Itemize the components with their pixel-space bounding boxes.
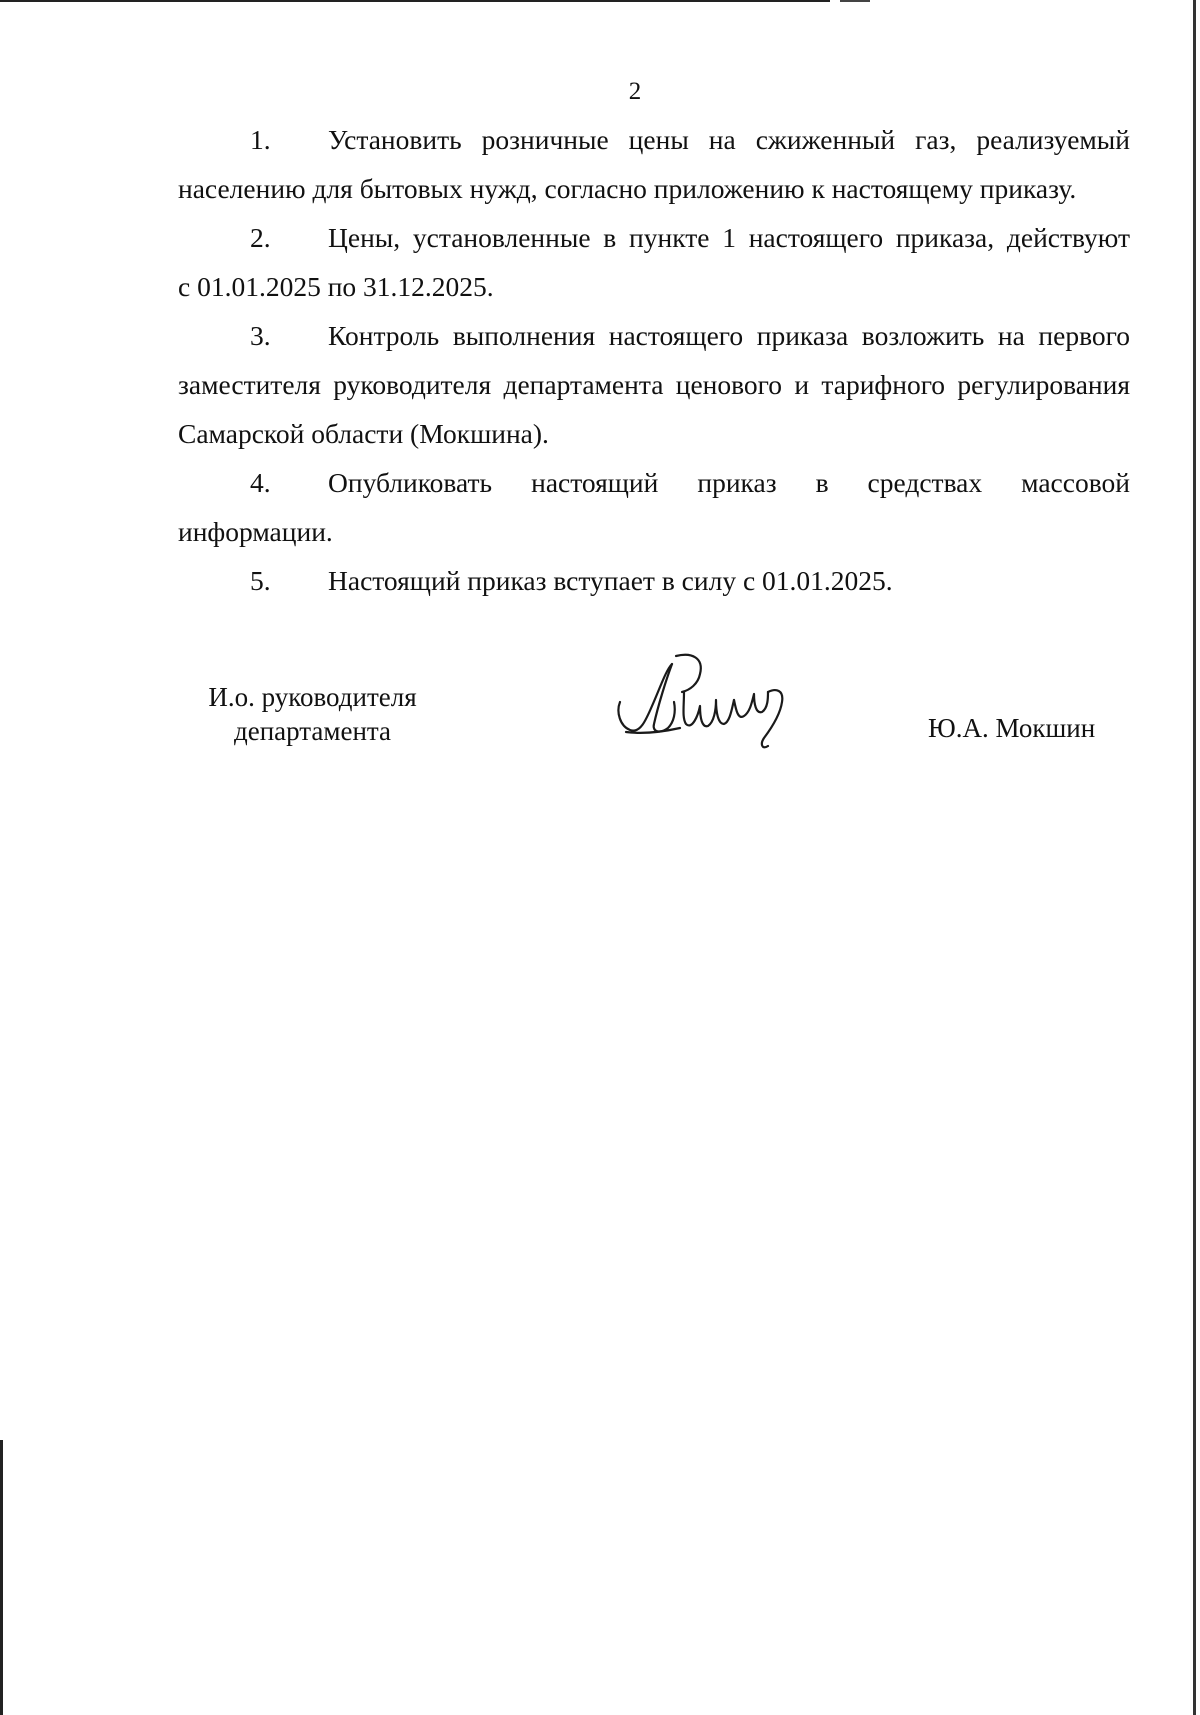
order-item-text: Установить розничные цены на сжиженный газ, реализуемый bbox=[328, 124, 1130, 155]
page-number: 2 bbox=[628, 78, 642, 105]
order-item-3 bbox=[178, 311, 1130, 458]
order-item-number: 3. bbox=[250, 320, 271, 351]
order-item-1 bbox=[178, 115, 1130, 213]
order-item-line bbox=[178, 115, 1130, 164]
scan-border-left bbox=[0, 1440, 3, 1715]
order-item-number: 1. bbox=[250, 124, 271, 155]
order-item-line: Самарской области (Мокшина). bbox=[178, 418, 549, 449]
order-item-text: Цены, установленные в пункте 1 настоящего приказа, действуют bbox=[328, 222, 1130, 253]
order-item-line bbox=[178, 458, 1130, 507]
order-item-line bbox=[178, 556, 1130, 605]
signatory-name: Ю.А. Мокшин bbox=[928, 713, 1096, 743]
handwritten-signature bbox=[612, 650, 802, 765]
scan-border-top bbox=[0, 0, 830, 2]
scan-border-right bbox=[1193, 0, 1196, 1715]
order-item-line bbox=[178, 213, 1130, 262]
order-item-number: 2. bbox=[250, 222, 271, 253]
order-item-line: информации. bbox=[178, 516, 333, 547]
order-item-line: заместителя руководителя департамента ценового и тарифного регулирования bbox=[178, 369, 1130, 400]
order-item-line: с 01.01.2025 по 31.12.2025. bbox=[178, 271, 494, 302]
order-item-line: населению для бытовых нужд, согласно приложению к настоящему приказу. bbox=[178, 173, 1077, 204]
scan-border-top-fragment bbox=[840, 0, 870, 2]
order-item-text: Опубликовать настоящий приказ в средствах массовой bbox=[328, 467, 1130, 498]
signatory-position-line1: И.о. руководителя bbox=[208, 682, 417, 712]
signatory-position bbox=[190, 680, 435, 748]
order-item-text: Настоящий приказ вступает в силу с 01.01.2025. bbox=[328, 565, 893, 596]
order-item-number: 4. bbox=[250, 467, 271, 498]
signatory-position-line2: департамента bbox=[233, 716, 392, 746]
order-item-text: Контроль выполнения настоящего приказа возложить на первого bbox=[328, 320, 1130, 351]
order-item-line bbox=[178, 311, 1130, 360]
order-item-5 bbox=[178, 556, 1130, 605]
order-item-2 bbox=[178, 213, 1130, 311]
order-item-4 bbox=[178, 458, 1130, 556]
order-item-number: 5. bbox=[250, 565, 271, 596]
